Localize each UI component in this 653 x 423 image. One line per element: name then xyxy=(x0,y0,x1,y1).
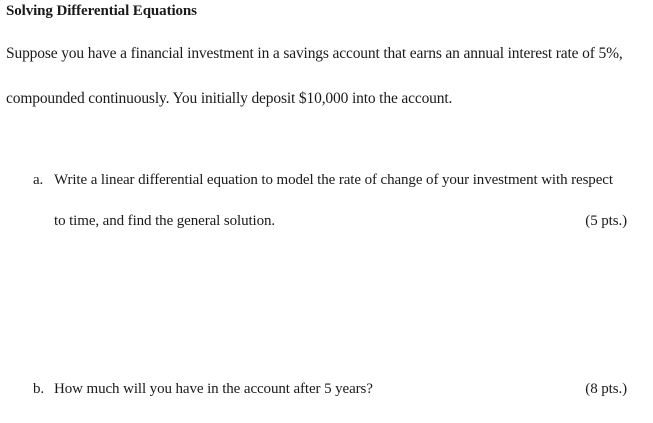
question-marker: b. xyxy=(33,381,45,397)
question-text: to time, and find the general solution. xyxy=(54,213,276,229)
points-label: (8 pts.) xyxy=(585,381,627,397)
question-text: How much will you have in the account after 5 years? xyxy=(54,381,373,397)
page-title: Solving Differential Equations xyxy=(6,3,197,19)
points-label: (5 pts.) xyxy=(585,213,627,229)
question-marker: a. xyxy=(33,172,44,188)
question-text: Write a linear differential equation to model the rate of change of your investment with respect xyxy=(54,172,613,188)
intro-line: compounded continuously. You initially deposit $10,000 into the account. xyxy=(6,90,453,107)
intro-line: Suppose you have a financial investment in a savings account that earns an annual interest rate of 5%, xyxy=(6,45,623,62)
